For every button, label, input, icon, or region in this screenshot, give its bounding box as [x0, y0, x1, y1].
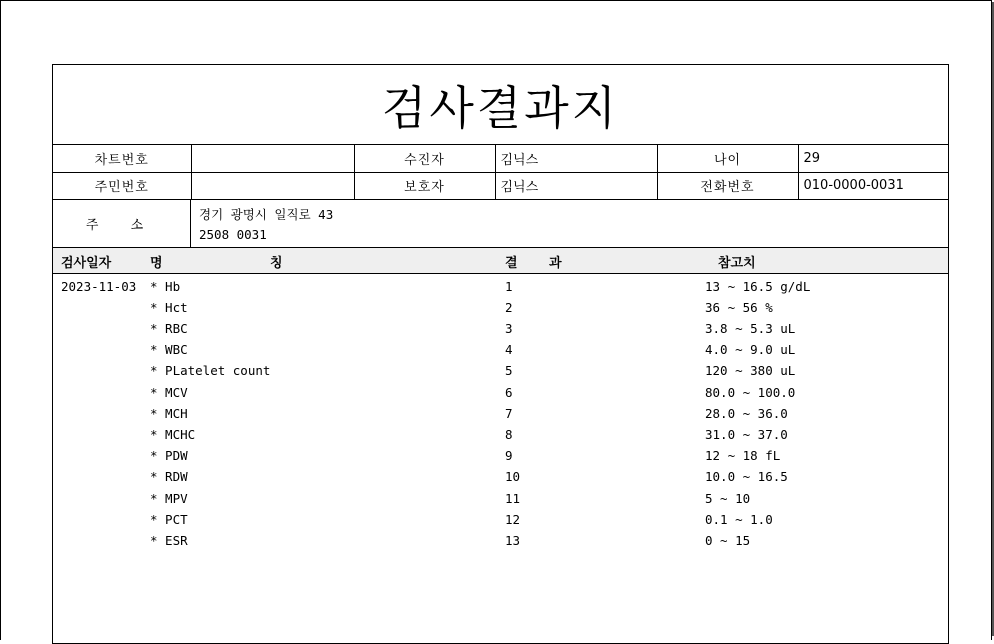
test-reference: 13 ~ 16.5 g/dL: [705, 278, 811, 294]
table-row: [53, 321, 948, 342]
resident-no-label: 주민번호: [53, 172, 191, 199]
table-row: [53, 279, 948, 300]
table-row: [53, 385, 948, 406]
col-result-a: 결: [505, 255, 518, 271]
test-result: 4: [505, 342, 513, 358]
test-result: 3: [505, 320, 513, 336]
test-name: * RBC: [150, 320, 188, 336]
test-name: * Hct: [150, 299, 188, 315]
test-name: * PDW: [150, 448, 188, 464]
test-name: * MCHC: [150, 426, 196, 442]
test-reference: 80.0 ~ 100.0: [705, 384, 796, 400]
test-reference: 12 ~ 18 fL: [705, 448, 781, 464]
info-row-1: [53, 145, 948, 172]
table-row: [53, 363, 948, 384]
address-value: [191, 200, 341, 247]
col-name-b: 칭: [270, 255, 283, 271]
test-name: * PCT: [150, 511, 188, 527]
test-name: * Hb: [150, 278, 181, 294]
age-label: 나이: [657, 145, 798, 172]
table-row: [53, 300, 948, 321]
table-row: [53, 533, 948, 554]
test-result: 11: [505, 490, 521, 506]
col-name-a: 명: [150, 255, 163, 271]
test-reference: 28.0 ~ 36.0: [705, 405, 788, 421]
test-result: 10: [505, 469, 521, 485]
chart-no-label: 차트번호: [53, 145, 191, 172]
test-name: * MCH: [150, 405, 188, 421]
test-reference: 5 ~ 10: [705, 490, 751, 506]
test-result: 12: [505, 511, 521, 527]
table-row: [53, 448, 948, 469]
chart-no-value: [191, 145, 354, 172]
test-name: * MCV: [150, 384, 188, 400]
phone-label: 전화번호: [657, 172, 798, 199]
table-row: [53, 406, 948, 427]
table-row: [53, 512, 948, 533]
test-reference: 4.0 ~ 9.0 uL: [705, 342, 796, 358]
guardian-label: 보호자: [354, 172, 495, 199]
test-name: * PLatelet count: [150, 363, 271, 379]
test-result: 5: [505, 363, 513, 379]
address-label: [53, 200, 191, 247]
age-value: 29: [798, 145, 948, 172]
table-row: [53, 469, 948, 490]
address-label-text: 주 소: [85, 217, 158, 233]
test-reference: 120 ~ 380 uL: [705, 363, 796, 379]
test-reference: 3.8 ~ 5.3 uL: [705, 320, 796, 336]
col-result-b: 과: [549, 255, 562, 271]
test-date: 2023-11-03: [61, 278, 137, 294]
test-reference: 36 ~ 56 %: [705, 299, 773, 315]
page-title: 검사결과지: [381, 80, 620, 135]
lab-report-document: [52, 64, 949, 644]
test-reference: 0 ~ 15: [705, 532, 751, 548]
address-row: [53, 200, 948, 248]
table-row: [53, 427, 948, 448]
table-row: [53, 491, 948, 512]
info-row-2: [53, 172, 948, 199]
test-reference: 10.0 ~ 16.5: [705, 469, 788, 485]
test-result: 9: [505, 448, 513, 464]
test-reference: 31.0 ~ 37.0: [705, 426, 788, 442]
test-result: 8: [505, 426, 513, 442]
resident-no-value: [191, 172, 354, 199]
title-row: [53, 65, 948, 145]
col-reference: 참고치: [718, 255, 756, 271]
test-name: * WBC: [150, 342, 188, 358]
guardian-value: 김닉스: [495, 172, 657, 199]
test-result: 13: [505, 532, 521, 548]
test-result: 7: [505, 405, 513, 421]
patient-value: 김닉스: [495, 145, 657, 172]
address-line-2: 2508 0031: [199, 226, 267, 242]
test-reference: 0.1 ~ 1.0: [705, 511, 773, 527]
col-date: 검사일자: [61, 255, 112, 271]
test-result: 1: [505, 278, 513, 294]
test-name: * ESR: [150, 532, 188, 548]
test-name: * RDW: [150, 469, 188, 485]
patient-label: 수진자: [354, 145, 495, 172]
test-result: 2: [505, 299, 513, 315]
address-line-1: 경기 광명시 일직로 43: [199, 206, 334, 222]
table-row: [53, 342, 948, 363]
patient-info-table: [53, 145, 948, 200]
phone-value: 010-0000-0031: [798, 172, 948, 199]
test-name: * MPV: [150, 490, 188, 506]
test-result: 6: [505, 384, 513, 400]
results-column-header: [53, 248, 948, 274]
